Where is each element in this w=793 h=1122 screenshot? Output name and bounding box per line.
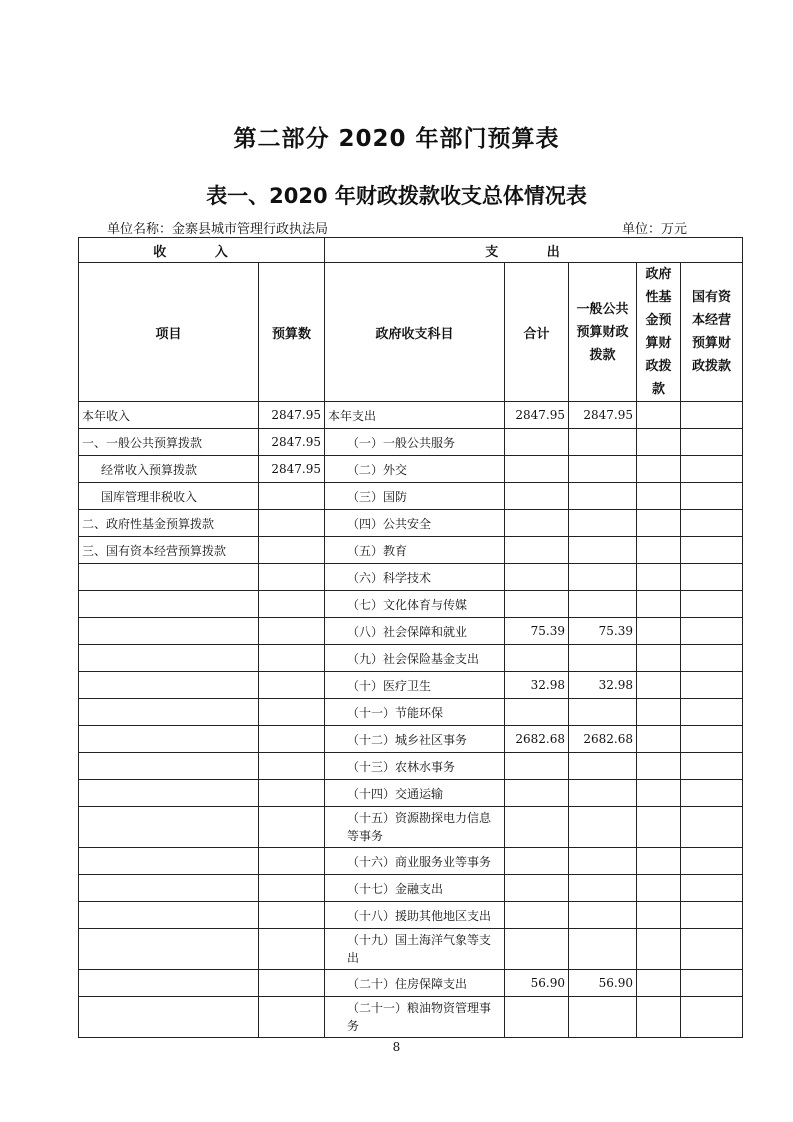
- cell-fund: [637, 456, 681, 483]
- cell-state: [681, 402, 743, 429]
- cell-general: 2682.68: [569, 726, 637, 753]
- cell-total: [505, 564, 569, 591]
- part-title: 第二部分 2020 年部门预算表: [233, 126, 560, 152]
- cell-subject: （六）科学技术: [325, 564, 505, 591]
- table-row: [79, 726, 743, 753]
- cell-state: [681, 807, 743, 848]
- cell-subject: （三）国防: [325, 483, 505, 510]
- cell-total: [505, 537, 569, 564]
- col-header-budget: 预算数: [259, 263, 325, 402]
- cell-total: [505, 483, 569, 510]
- cell-budget: [259, 483, 325, 510]
- cell-total: [505, 807, 569, 848]
- cell-item: [79, 726, 259, 753]
- cell-item: [79, 875, 259, 902]
- cell-state: [681, 429, 743, 456]
- cell-general: [569, 699, 637, 726]
- cell-state: [681, 970, 743, 997]
- cell-budget: [259, 699, 325, 726]
- cell-subject: （十三）农林水事务: [325, 753, 505, 780]
- cell-item: [79, 807, 259, 848]
- cell-item: [79, 929, 259, 970]
- cell-item: [79, 780, 259, 807]
- cell-general: [569, 997, 637, 1038]
- cell-fund: [637, 726, 681, 753]
- table-row: [79, 564, 743, 591]
- cell-budget: [259, 510, 325, 537]
- column-header-row: [79, 263, 743, 402]
- table-row: [79, 510, 743, 537]
- cell-total: 56.90: [505, 970, 569, 997]
- cell-fund: [637, 591, 681, 618]
- cell-item: [79, 970, 259, 997]
- cell-budget: 2847.95: [259, 456, 325, 483]
- cell-budget: [259, 591, 325, 618]
- cell-budget: [259, 726, 325, 753]
- table-row: [79, 402, 743, 429]
- cell-budget: [259, 753, 325, 780]
- cell-total: [505, 848, 569, 875]
- cell-fund: [637, 970, 681, 997]
- table-row: [79, 591, 743, 618]
- cell-budget: [259, 780, 325, 807]
- cell-total: 32.98: [505, 672, 569, 699]
- cell-item: 国库管理非税收入: [79, 483, 259, 510]
- cell-budget: [259, 902, 325, 929]
- table-row: [79, 483, 743, 510]
- cell-general: [569, 537, 637, 564]
- cell-total: [505, 875, 569, 902]
- cell-general: 75.39: [569, 618, 637, 645]
- cell-budget: [259, 970, 325, 997]
- table-row: [79, 902, 743, 929]
- unit-label: 单位：万元: [622, 222, 688, 237]
- table-row: [79, 848, 743, 875]
- cell-total: [505, 699, 569, 726]
- cell-subject: （十六）商业服务业等事务: [325, 848, 505, 875]
- group-income-header: 收 入: [79, 238, 325, 263]
- table-row: [79, 429, 743, 456]
- cell-budget: [259, 929, 325, 970]
- cell-fund: [637, 997, 681, 1038]
- cell-fund: [637, 429, 681, 456]
- cell-subject: （十二）城乡社区事务: [325, 726, 505, 753]
- cell-fund: [637, 564, 681, 591]
- cell-total: 75.39: [505, 618, 569, 645]
- cell-state: [681, 645, 743, 672]
- cell-subject: （二）外交: [325, 456, 505, 483]
- cell-item: [79, 699, 259, 726]
- cell-item: [79, 753, 259, 780]
- table-row: [79, 699, 743, 726]
- cell-total: [505, 510, 569, 537]
- cell-general: [569, 483, 637, 510]
- table-row: [79, 807, 743, 848]
- table-row: [79, 753, 743, 780]
- cell-state: [681, 929, 743, 970]
- cell-state: [681, 726, 743, 753]
- cell-state: [681, 537, 743, 564]
- cell-subject: （八）社会保障和就业: [325, 618, 505, 645]
- cell-fund: [637, 537, 681, 564]
- table-row: [79, 875, 743, 902]
- cell-state: [681, 997, 743, 1038]
- col-header-fund: 政府性基金预算财政拨款: [637, 263, 681, 402]
- cell-subject: （七）文化体育与传媒: [325, 591, 505, 618]
- table-row: [79, 672, 743, 699]
- cell-general: [569, 591, 637, 618]
- table-row: [79, 645, 743, 672]
- table-title: 表一、2020 年财政拨款收支总体情况表: [206, 184, 587, 208]
- cell-general: 56.90: [569, 970, 637, 997]
- cell-budget: 2847.95: [259, 429, 325, 456]
- cell-budget: [259, 848, 325, 875]
- cell-item: [79, 902, 259, 929]
- cell-subject: （十）医疗卫生: [325, 672, 505, 699]
- cell-fund: [637, 902, 681, 929]
- cell-fund: [637, 645, 681, 672]
- cell-subject: （十九）国土海洋气象等支出: [325, 929, 505, 970]
- cell-subject: （十七）金融支出: [325, 875, 505, 902]
- cell-total: [505, 645, 569, 672]
- cell-subject: （九）社会保险基金支出: [325, 645, 505, 672]
- cell-total: [505, 929, 569, 970]
- cell-item: 本年收入: [79, 402, 259, 429]
- group-header-row: [79, 238, 743, 263]
- cell-state: [681, 510, 743, 537]
- col-header-item: 项目: [79, 263, 259, 402]
- cell-budget: [259, 645, 325, 672]
- table-row: [79, 970, 743, 997]
- cell-item: 三、国有资本经营预算拨款: [79, 537, 259, 564]
- cell-total: [505, 429, 569, 456]
- cell-state: [681, 672, 743, 699]
- cell-item: 经常收入预算拨款: [79, 456, 259, 483]
- cell-fund: [637, 780, 681, 807]
- cell-general: [569, 929, 637, 970]
- table-row: [79, 997, 743, 1038]
- table-row: [79, 456, 743, 483]
- group-expense-header: 支 出: [325, 238, 743, 263]
- cell-budget: [259, 807, 325, 848]
- col-header-state: 国有资本经营预算财政拨款: [681, 263, 743, 402]
- cell-subject: （二十一）粮油物资管理事务: [325, 997, 505, 1038]
- cell-state: [681, 780, 743, 807]
- cell-general: [569, 807, 637, 848]
- cell-general: [569, 875, 637, 902]
- cell-budget: 2847.95: [259, 402, 325, 429]
- cell-fund: [637, 753, 681, 780]
- cell-item: [79, 618, 259, 645]
- cell-state: [681, 456, 743, 483]
- cell-total: [505, 997, 569, 1038]
- table-row: [79, 618, 743, 645]
- cell-subject: 本年支出: [325, 402, 505, 429]
- cell-subject: （四）公共安全: [325, 510, 505, 537]
- cell-general: [569, 902, 637, 929]
- cell-item: [79, 672, 259, 699]
- cell-budget: [259, 875, 325, 902]
- cell-fund: [637, 875, 681, 902]
- cell-subject: （十五）资源勘探电力信息等事务: [325, 807, 505, 848]
- cell-fund: [637, 618, 681, 645]
- cell-state: [681, 753, 743, 780]
- col-header-general: 一般公共预算财政拨款: [569, 263, 637, 402]
- budget-table: [78, 237, 743, 1038]
- cell-state: [681, 618, 743, 645]
- cell-item: [79, 591, 259, 618]
- cell-general: 2847.95: [569, 402, 637, 429]
- cell-fund: [637, 807, 681, 848]
- cell-item: [79, 564, 259, 591]
- cell-budget: [259, 537, 325, 564]
- cell-fund: [637, 848, 681, 875]
- cell-budget: [259, 997, 325, 1038]
- cell-general: [569, 456, 637, 483]
- cell-general: [569, 429, 637, 456]
- cell-state: [681, 483, 743, 510]
- table-row: [79, 929, 743, 970]
- cell-subject: （二十）住房保障支出: [325, 970, 505, 997]
- cell-general: [569, 848, 637, 875]
- cell-fund: [637, 483, 681, 510]
- cell-item: [79, 997, 259, 1038]
- cell-state: [681, 591, 743, 618]
- cell-subject: （十八）援助其他地区支出: [325, 902, 505, 929]
- cell-subject: （十四）交通运输: [325, 780, 505, 807]
- cell-fund: [637, 402, 681, 429]
- cell-total: 2847.95: [505, 402, 569, 429]
- cell-state: [681, 848, 743, 875]
- cell-budget: [259, 672, 325, 699]
- cell-total: [505, 591, 569, 618]
- cell-state: [681, 564, 743, 591]
- page-number: 8: [392, 1040, 401, 1054]
- cell-state: [681, 699, 743, 726]
- unit-name: 单位名称：金寨县城市管理行政执法局: [107, 222, 329, 237]
- cell-fund: [637, 510, 681, 537]
- cell-item: 一、一般公共预算拨款: [79, 429, 259, 456]
- cell-budget: [259, 618, 325, 645]
- cell-item: [79, 848, 259, 875]
- cell-general: [569, 645, 637, 672]
- cell-subject: （十一）节能环保: [325, 699, 505, 726]
- cell-total: [505, 780, 569, 807]
- cell-fund: [637, 929, 681, 970]
- cell-subject: （一）一般公共服务: [325, 429, 505, 456]
- cell-item: [79, 645, 259, 672]
- cell-total: [505, 456, 569, 483]
- table-row: [79, 780, 743, 807]
- cell-state: [681, 902, 743, 929]
- cell-fund: [637, 699, 681, 726]
- cell-budget: [259, 564, 325, 591]
- cell-general: [569, 780, 637, 807]
- cell-general: [569, 753, 637, 780]
- cell-total: [505, 753, 569, 780]
- cell-item: 二、政府性基金预算拨款: [79, 510, 259, 537]
- cell-total: [505, 902, 569, 929]
- cell-state: [681, 875, 743, 902]
- cell-general: [569, 510, 637, 537]
- cell-general: [569, 564, 637, 591]
- cell-subject: （五）教育: [325, 537, 505, 564]
- cell-general: 32.98: [569, 672, 637, 699]
- table-row: [79, 537, 743, 564]
- col-header-total: 合计: [505, 263, 569, 402]
- cell-total: 2682.68: [505, 726, 569, 753]
- cell-fund: [637, 672, 681, 699]
- col-header-subject: 政府收支科目: [325, 263, 505, 402]
